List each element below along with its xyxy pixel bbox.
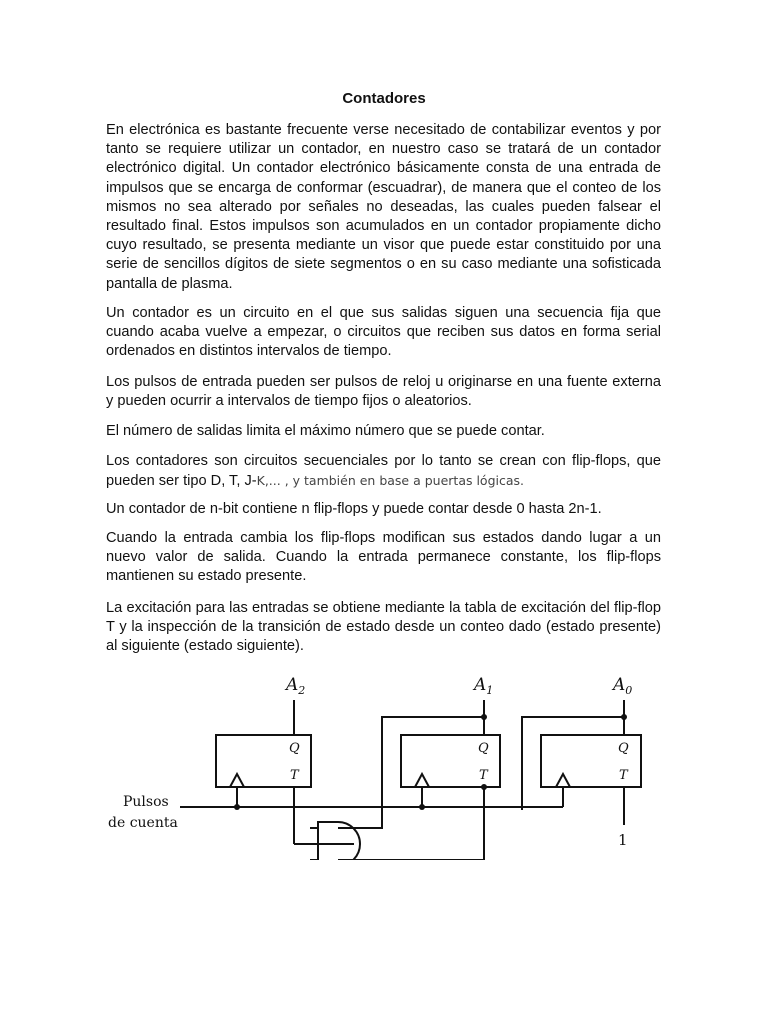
t-label-a1: T [479, 768, 488, 783]
clock-marker-a1 [415, 774, 429, 787]
t-label-a0: T [619, 768, 628, 783]
input-label-line2: de cuenta [108, 815, 178, 831]
input-label-line1: Pulsos [123, 794, 169, 810]
q-label-a0: Q [618, 741, 629, 756]
page-title: Contadores [342, 90, 426, 107]
paragraph-1: En electrónica es bastante frecuente verse necesitado de contabilizar eventos y por tanto se requiere utilizar un contador, en nuestro caso se tratará de un contador electrónico digital. Un contador electrónico básicamente consta de una entrada de impulsos que se encarga de conformar (escuadrar), de manera que el conteo de los mismos no sea alterado por señales no deseadas, las cuales pueden falsear el resultado final. Estos impulsos son acumulados en un contador propiamente dicho cuyo resultado, se presenta mediante un visor que puede estar constituido por una serie de sencillos dígitos de siete segmentos o en su caso mediante una sofisticada pantalla de plasma. [106, 122, 661, 292]
constant-input-label: 1 [618, 831, 628, 849]
paragraph-5-main: Los contadores son circuitos secuenciales por lo tanto se crean con flip-flops, que pueden ser tipo D, T, J- [106, 453, 661, 490]
paragraph-6: Un contador de n-bit contiene n flip-flops y puede contar desde 0 hasta 2n-1. [106, 501, 602, 517]
output-label-a1: $A_1$ [474, 675, 494, 697]
paragraph-7: Cuando la entrada cambia los flip-flops modifican sus estados dando lugar a un nuevo valor de salida. Cuando la entrada permanece constante, los flip-flops mantienen su estado presente. [106, 530, 661, 585]
output-label-a0: $A_0$ [613, 675, 633, 697]
paragraph-5-tail: K,... , y también en base a puertas lógicas. [256, 473, 525, 489]
clock-marker-a2 [230, 774, 244, 787]
paragraph-5 [106, 452, 661, 491]
paragraph-3: Los pulsos de entrada pueden ser pulsos de reloj u originarse en una fuente externa y pueden ocurrir a intervalos de tiempo fijos o aleatorios. [106, 374, 661, 410]
output-label-a2: $A_2$ [286, 675, 306, 697]
paragraph-8: La excitación para las entradas se obtiene mediante la tabla de excitación del flip-flop T y la inspección de la transición de estado desde un conteo dado (estado presente) al siguiente (estado siguiente). [106, 600, 661, 655]
q-label-a1: Q [478, 741, 489, 756]
q-label-a2: Q [289, 741, 300, 756]
paragraph-2: Un contador es un circuito en el que sus salidas siguen una secuencia fija que cuando acaba vuelve a empezar, o circuitos que reciben sus datos en forma serial ordenados en distintos intervalos de tiempo. [106, 305, 661, 360]
clock-marker-a0 [556, 774, 570, 787]
paragraph-4: El número de salidas limita el máximo número que se puede contar. [106, 423, 545, 439]
counter-circuit-diagram [0, 660, 768, 860]
t-label-a2: T [290, 768, 299, 783]
